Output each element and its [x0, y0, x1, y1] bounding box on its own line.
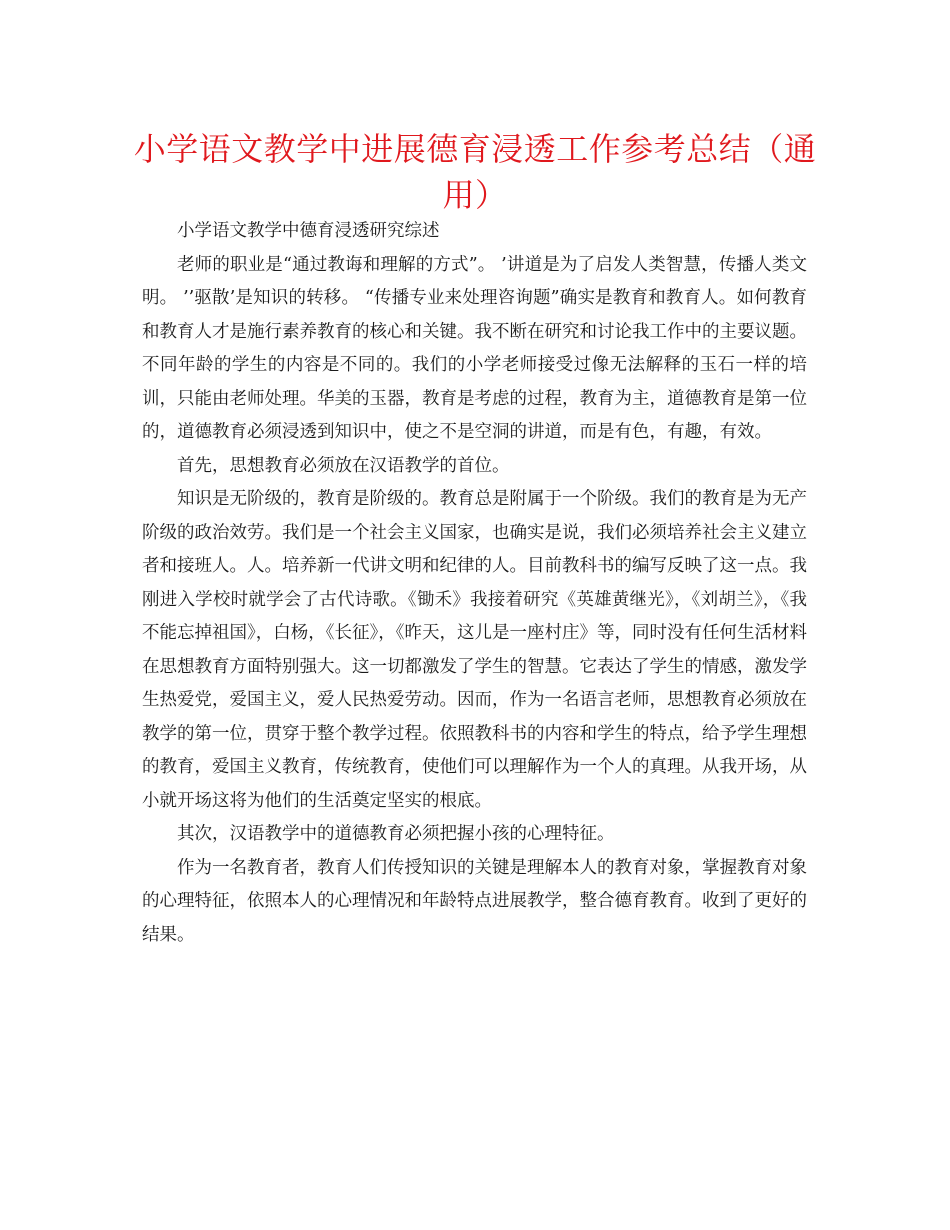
paragraph-educator: 作为一名教育者，教育人们传授知识的关键是理解本人的教育对象，掌握教育对象的心理特征，依照本人的心理情况和年龄特点进展教学，整合德育教育。收到了更好的结果。	[142, 857, 807, 945]
paragraph-subtitle: 小学语文教学中德育浸透研究综述	[177, 221, 440, 241]
paragraph-teacher-profession: 老师的职业是“通过教诲和理解的方式”。 ’讲道是为了启发人类智慧，传播人类文明。 ’’驱散’是知识的转移。 “传播专业来处理咨询题”确实是教育和教育人。如何教育和教育人才是施行素养教育的核心和关键。我不断在研究和讨论我工作中的主要议题。不同年龄的学生的内容是不同的。我们的小学老师接受过像无法解释的玉石一样的培训，只能由老师处理。华美的玉器，教育是考虑的过程，教育为主，道德教育是第一位的，道德教育必须浸透到知识中，使之不是空洞的讲道，而是有色，有趣，有效。	[142, 254, 807, 442]
document-body	[142, 215, 807, 952]
paragraph-second-point: 其次，汉语教学中的道德教育必须把握小孩的心理特征。	[177, 824, 615, 844]
paragraph-knowledge-class: 知识是无阶级的，教育是阶级的。教育总是附属于一个阶级。我们的教育是为无产阶级的政治效劳。我们是一个社会主义国家，也确实是说，我们必须培养社会主义建立者和接班人。人。培养新一代讲文明和纪律的人。目前教科书的编写反映了这一点。我刚进入学校时就学会了古代诗歌。《锄禾》我接着研究《英雄黄继光》，《刘胡兰》，《我不能忘掉祖国》，白杨，《长征》，《昨天，这儿是一座村庄》等，同时没有任何生活材料在思想教育方面特别强大。这一切都激发了学生的智慧。它表达了学生的情感，激发学生热爱党，爱国主义，爱人民热爱劳动。因而，作为一名语言老师，思想教育必须放在教学的第一位，贯穿于整个教学过程。依照教科书的内容和学生的特点，给予学生理想的教育，爱国主义教育，传统教育，使他们可以理解作为一个人的真理。从我开场，从小就开场这将为他们的生活奠定坚实的根底。	[142, 489, 807, 811]
document-title: 小学语文教学中进展德育浸透工作参考总结（通用）	[133, 130, 817, 214]
paragraph-first-point: 首先，思想教育必须放在汉语教学的首位。	[177, 455, 510, 476]
